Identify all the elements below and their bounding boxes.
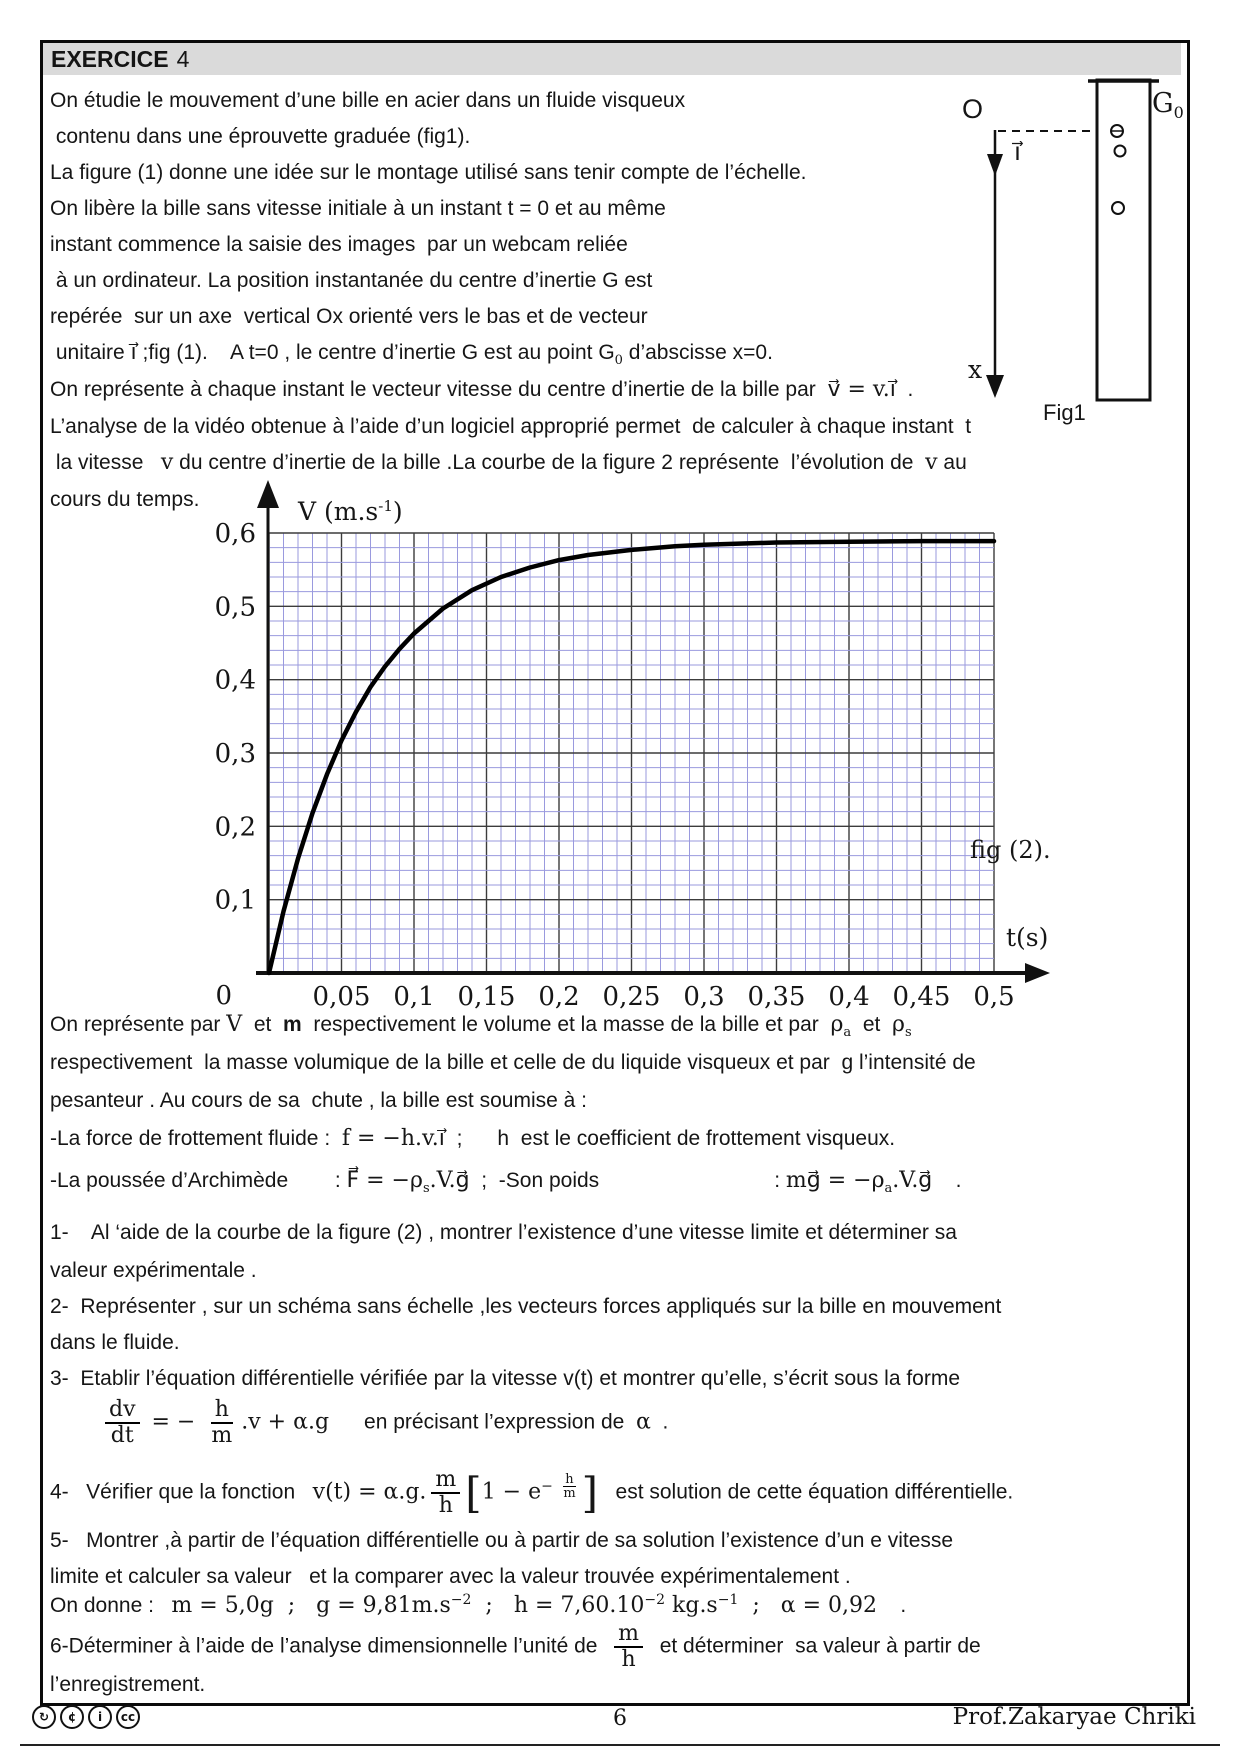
y-tick-label: 0,4	[214, 665, 256, 696]
figure1-apparatus	[850, 60, 1200, 460]
fig1-ball-3	[1112, 202, 1124, 214]
text-line: limite et calculer sa valeur et la comparer avec la valeur trouvée expérimentalement .	[50, 1565, 851, 1588]
text-line: On donne : m = 5,0g ; $g = 9,81m.s^{-2}$ ; $h = 7,60.10^{-2}$ $kg.s^{-1}$ ; α = 0,92 .	[50, 1592, 907, 1618]
text-line: 2- Représenter , sur un schéma sans échelle ,les vecteurs forces appliqués sur la bille en mouvement	[50, 1295, 1002, 1318]
fig1-unit-vector-label: i⃗	[1014, 137, 1021, 166]
fig1-x-arrowhead	[986, 375, 1004, 398]
text-line: pesanteur . Au cours de sa chute , la bille est soumise à :	[50, 1089, 587, 1112]
x-tick-label: 0,15	[457, 982, 516, 1010]
fig2-caption: fig (2).	[970, 836, 1051, 864]
y-axis-arrowhead	[257, 480, 279, 508]
page-number: 6	[613, 1706, 627, 1731]
text-line: $\frac{dv}{dt}$ = − $\frac{h}{m}$ .v + α.g en précisant l’expression de α .	[100, 1398, 668, 1448]
text-line: On représente par V et m respectivement le volume et la masse de la bille et par $\rho_a$ et $\rho_s$	[50, 1012, 912, 1041]
text-line: On représente à chaque instant le vecteur vitesse du centre d’inertie de la bille par v⃗ = v.i⃗ .	[50, 377, 914, 402]
text-line: respectivement la masse volumique de la bille et celle de du liquide visqueux et par g l’intensité de	[50, 1051, 976, 1074]
text-line: 1- Al ‘aide de la courbe de la figure (2) , montrer l’existence d’une vitesse limite et déterminer sa	[50, 1221, 957, 1244]
text-line: -La force de frottement fluide : f = −h.v.i⃗ ; h est le coefficient de frottement visqueux.	[50, 1126, 896, 1151]
x-tick-label: 0,2	[538, 982, 580, 1010]
figure2-chart	[180, 430, 1080, 1010]
cc-license-icon: cc	[116, 1705, 140, 1729]
fig1-i-arrowhead	[987, 154, 1003, 176]
y-tick-label: 0,6	[214, 519, 256, 549]
text-line: 6-Déterminer à l’aide de l’analyse dimensionnelle l’unité de $\frac{m}{h}$ et déterminer sa valeur à partir de	[50, 1621, 981, 1673]
x-axis-arrowhead	[1025, 963, 1050, 983]
text-line: 3- Etablir l’équation différentielle vérifiée par la vitesse v(t) et montrer qu’elle, s’écrit sous la forme	[50, 1367, 961, 1390]
y-tick-label: 0,5	[214, 592, 256, 623]
text-line: l’enregistrement.	[50, 1673, 206, 1696]
x-axis-label: t(s)	[1006, 923, 1049, 952]
y-tick-label: 0,1	[214, 885, 256, 916]
fig1-test-tube	[1097, 80, 1150, 400]
text-line: unitaire i⃗ ;fig (1). A t=0 , le centre d’inertie G est au point $G_0$ d’abscisse x=0.	[50, 340, 773, 369]
text-line: instant commence la saisie des images par un webcam reliée	[50, 233, 628, 256]
author-credit: Prof.Zakaryae Chriki	[952, 1704, 1196, 1730]
text-line: dans le fluide.	[50, 1331, 180, 1354]
text-line: contenu dans une éprouvette graduée (fig1).	[50, 125, 471, 148]
cc-license-icon: i	[88, 1705, 112, 1729]
text-line: La figure (1) donne une idée sur le montage utilisé sans tenir compte de l’échelle.	[50, 161, 807, 184]
fig1-axis-label: x	[968, 355, 983, 384]
text-line: 4- Vérifier que la fonction v(t) = α.g. $\frac{m}{h}$ [1 − e− $\frac{h}{m}$ ] est solution de cette équation différentielle.	[50, 1467, 1014, 1519]
fig1-g0-label: $G_0$	[1152, 88, 1184, 122]
fig1-ball-2	[1115, 146, 1126, 157]
text-line: -La poussée d’Archimède : F⃗ = $-\rho_s.V.g⃗$ ; -Son poids : mg⃗ = $-\rho_a.V.g⃗$ .	[50, 1168, 962, 1197]
x-tick-label: 0,35	[747, 982, 806, 1010]
exercise-title: EXERCICE	[51, 45, 169, 72]
text-line: repérée sur un axe vertical Ox orienté vers le bas et de vecteur	[50, 305, 648, 328]
text-line: à un ordinateur. La position instantanée du centre d’inertie G est	[50, 269, 653, 292]
y-tick-label: 0,3	[214, 739, 256, 769]
x-tick-label: 0,05	[312, 982, 371, 1010]
x-tick-label: 0,45	[892, 982, 951, 1010]
x-tick-label: 0,3	[683, 982, 725, 1010]
x-tick-label: 0,1	[393, 982, 435, 1010]
origin-tick-label: 0	[215, 981, 232, 1010]
x-tick-label: 0,4	[828, 982, 870, 1010]
x-tick-label: 0,5	[973, 982, 1015, 1010]
cc-license-icon: ¢	[60, 1705, 84, 1729]
text-line: On étudie le mouvement d’une bille en acier dans un fluide visqueux	[50, 89, 686, 112]
y-tick-label: 0,2	[214, 812, 256, 843]
figure2-svg	[180, 430, 1080, 1010]
fig1-caption: Fig1	[1043, 400, 1086, 425]
text-line: cours du temps.	[50, 488, 200, 511]
exercise-number: 4	[176, 45, 190, 72]
text-line: la vitesse v du centre d’inertie de la bille .La courbe de la figure 2 représente l’évolution de v au	[50, 450, 967, 475]
fig1-origin-label: O	[962, 94, 984, 124]
text-line: 5- Montrer ,à partir de l’équation différentielle ou à partir de sa solution l’existence d’un e vitesse	[50, 1529, 954, 1552]
cc-license-icon: ↻	[32, 1705, 56, 1729]
text-line: On libère la bille sans vitesse initiale à un instant t = 0 et au même	[50, 197, 666, 220]
x-tick-label: 0,25	[602, 982, 661, 1010]
text-line: valeur expérimentale .	[50, 1259, 257, 1282]
text-line: L’analyse de la vidéo obtenue à l’aide d’un logiciel approprié permet de calculer à chaque instant t	[50, 415, 972, 438]
y-axis-label: V $(m.s^{-1})$	[298, 497, 403, 526]
footer-rule	[20, 1744, 1220, 1746]
